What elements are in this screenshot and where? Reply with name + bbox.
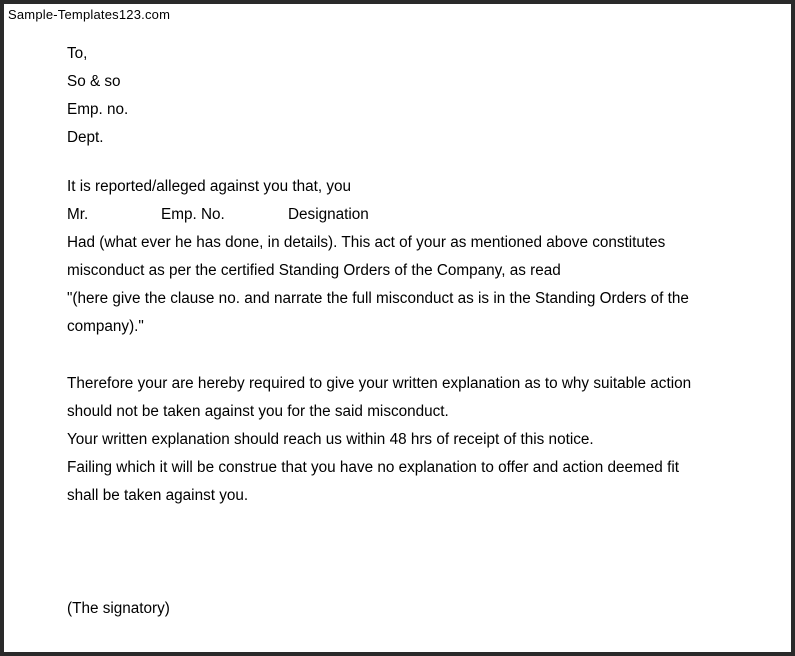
explanation-line-3: Your written explanation should reach us within 48 hrs of receipt of this notice. xyxy=(67,431,594,448)
letter-body xyxy=(67,40,739,623)
field-designation-label: Designation xyxy=(288,206,369,223)
intro-line: It is reported/alleged against you that, you xyxy=(67,178,352,195)
spacer xyxy=(67,152,739,173)
spacer xyxy=(67,341,739,370)
address-emp-no: Emp. no. xyxy=(67,101,129,118)
misconduct-line-4: company)." xyxy=(67,318,144,335)
signatory-line: (The signatory) xyxy=(67,600,170,617)
employee-fields-row xyxy=(67,201,739,229)
address-dept: Dept. xyxy=(67,129,104,146)
field-emp-no-label: Emp. No. xyxy=(161,206,225,223)
explanation-line-1: Therefore your are hereby required to give your written explanation as to why suitable action xyxy=(67,375,692,392)
spacer xyxy=(67,510,739,595)
explanation-line-4: Failing which it will be construe that you have no explanation to offer and action deemed fit xyxy=(67,459,679,476)
misconduct-line-3: "(here give the clause no. and narrate the full misconduct as is in the Standing Orders of the xyxy=(67,290,689,307)
explanation-line-5: shall be taken against you. xyxy=(67,487,249,504)
watermark: Sample-Templates123.com xyxy=(8,7,171,22)
misconduct-line-2: misconduct as per the certified Standing Orders of the Company, as read xyxy=(67,262,561,279)
address-name: So & so xyxy=(67,73,121,90)
misconduct-line-1: Had (what ever he has done, in details). This act of your as mentioned above constitutes xyxy=(67,234,666,251)
explanation-line-2: should not be taken against you for the said misconduct. xyxy=(67,403,449,420)
address-to: To, xyxy=(67,45,88,62)
field-name-label: Mr. xyxy=(67,206,89,223)
